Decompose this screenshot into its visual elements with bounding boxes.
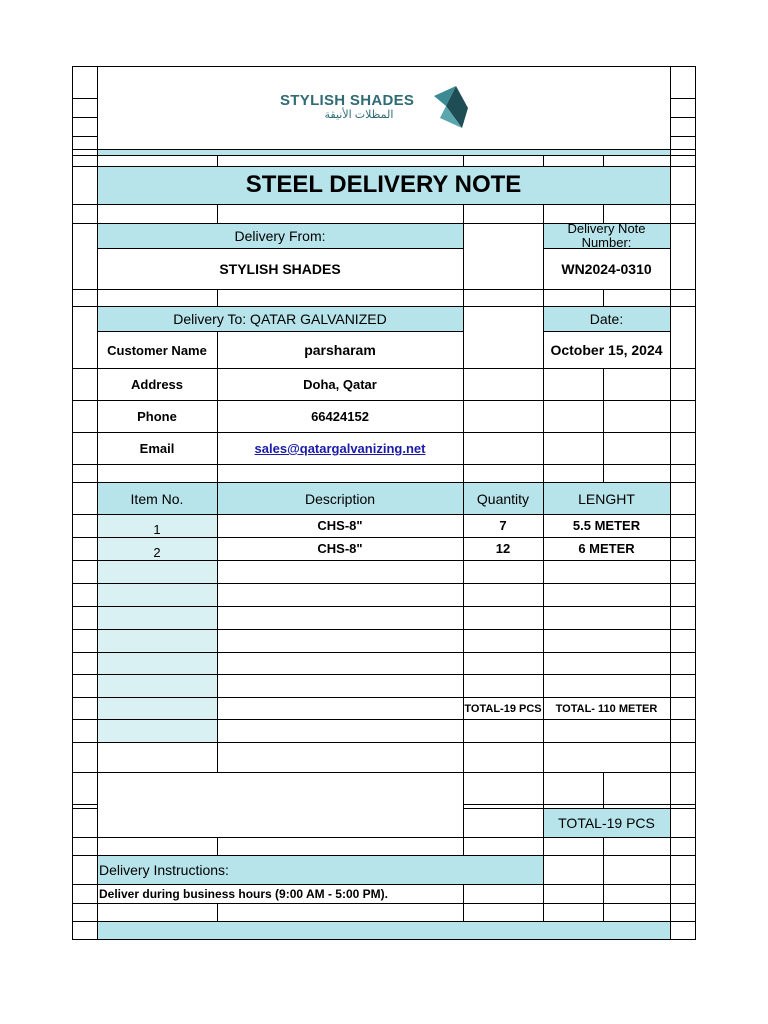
table-row-2-description: CHS-8" bbox=[317, 540, 363, 556]
customer-name-value: parsharam bbox=[304, 342, 376, 358]
email-label: Email bbox=[139, 441, 175, 456]
header-length: LENGHT bbox=[578, 490, 635, 507]
address-label: Address bbox=[130, 377, 184, 392]
phone-value: 66424152 bbox=[311, 409, 369, 424]
phone-label: Phone bbox=[137, 409, 177, 424]
header-item-no: Item No. bbox=[130, 490, 184, 507]
table-total-length: TOTAL- 110 METER bbox=[555, 702, 658, 715]
delivery-note-label-line2: Number: bbox=[581, 235, 632, 250]
page-title: STEEL DELIVERY NOTE bbox=[245, 171, 522, 198]
customer-name-label: Customer Name bbox=[107, 342, 207, 358]
summary-total: TOTAL-19 PCS bbox=[558, 815, 655, 831]
logo-sail-icon bbox=[430, 82, 474, 132]
date-value: October 15, 2024 bbox=[550, 342, 663, 358]
table-total-quantity: TOTAL-19 PCS bbox=[464, 702, 542, 715]
table-row-1-length: 5.5 METER bbox=[572, 517, 641, 533]
delivery-instructions-label: Delivery Instructions: bbox=[99, 862, 229, 878]
email-link[interactable]: sales@qatargalvanizing.net bbox=[254, 441, 426, 456]
table-row-1-item-no: 1 bbox=[153, 521, 161, 537]
header-description: Description bbox=[304, 490, 376, 507]
delivery-from-label: Delivery From: bbox=[234, 228, 326, 244]
header-quantity: Quantity bbox=[476, 490, 530, 507]
email-cell bbox=[217, 433, 463, 464]
table-row-1-description: CHS-8" bbox=[317, 517, 363, 533]
date-label: Date: bbox=[589, 311, 624, 327]
table-row-2-length: 6 METER bbox=[578, 540, 635, 556]
address-value: Doha, Qatar bbox=[303, 377, 377, 392]
delivery-note-label-line1: Delivery Note bbox=[567, 221, 646, 236]
logo-name-en: STYLISH SHADES bbox=[280, 92, 415, 109]
logo-name-ar: المظلات الأنيقة bbox=[324, 109, 394, 121]
delivery-note-number-label bbox=[543, 222, 670, 250]
delivery-instructions-text: Deliver during business hours (9:00 AM - 5:00 PM). bbox=[99, 887, 388, 901]
delivery-from-value: STYLISH SHADES bbox=[219, 261, 341, 277]
table-row-2-item-no: 2 bbox=[153, 544, 161, 560]
table-row-1-quantity: 7 bbox=[499, 517, 507, 533]
table-row-2-quantity: 12 bbox=[495, 540, 511, 556]
delivery-to-label: Delivery To: QATAR GALVANIZED bbox=[173, 311, 387, 327]
delivery-note-number: WN2024-0310 bbox=[561, 261, 652, 277]
company-logo bbox=[258, 72, 508, 140]
